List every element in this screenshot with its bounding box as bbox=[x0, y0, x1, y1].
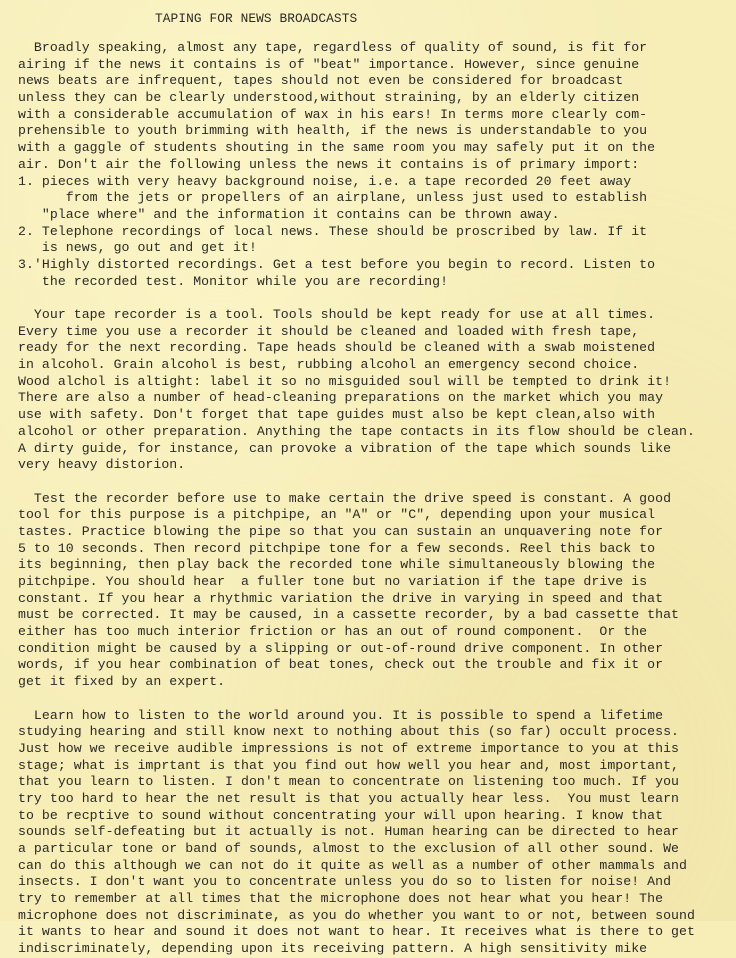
text-line: Your tape recorder is a tool. Tools should be kept ready for use at all times. bbox=[18, 307, 656, 322]
text-line: airing if the news it contains is of "beat" importance. However, since genuine bbox=[18, 56, 640, 72]
text-line: There are also a number of head-cleaning preparations on the market which you may bbox=[18, 390, 664, 406]
text-line: Test the recorder before use to make certain the drive speed is constant. A good bbox=[18, 490, 672, 506]
text-line: Broadly speaking, almost any tape, regardless of quality of sound, is fit for bbox=[18, 40, 648, 55]
list-item-3: 3.'Highly distorted recordings. Get a test before you begin to record. Listen to bbox=[18, 256, 656, 272]
text-line: constant. If you hear a rhythmic variation the drive in varying in speed and that bbox=[18, 590, 664, 606]
document-title: TAPING FOR NEWS BROADCASTS bbox=[155, 11, 358, 26]
text-line: very heavy distorion. bbox=[18, 457, 186, 473]
text-line: try too hard to hear the net result is that you actually hear less. You must learn bbox=[18, 790, 679, 806]
text-line: a particular tone or band of sounds, almost to the exclusion of all other sound. We bbox=[18, 841, 679, 856]
list-item-1: 1. pieces with very heavy background noise, i.e. a tape recorded 20 feet away bbox=[18, 173, 632, 189]
text-line: must be corrected. It may be caused, in a cassette recorder, by a bad cassette that bbox=[18, 607, 679, 623]
text-line: ready for the next recording. Tape heads should be cleaned with a swab moistened bbox=[18, 340, 656, 356]
text-line: alcohol or other preparation. Anything the tape contacts in its flow should be clean. bbox=[18, 423, 695, 439]
text-line: use with safety. Don't forget that tape guides must also be kept clean,also with bbox=[18, 407, 656, 423]
text-line: studying hearing and still know next to nothing about this (so far) occult process. bbox=[18, 724, 679, 740]
text-line: insects. I don't want you to concentrate unless you do so to listen for noise! And bbox=[18, 874, 672, 890]
text-line: get it fixed by an expert. bbox=[18, 674, 226, 690]
text-line: tool for this purpose is a pitchpipe, an "A" or "C", depending upon your musical bbox=[18, 507, 656, 523]
text-line: can do this although we can not do it quite as well as a number of other mammals and bbox=[18, 857, 687, 873]
text-line: unless they can be clearly understood,without straining, by an elderly citizen bbox=[18, 90, 640, 106]
paragraph-tape-recorder bbox=[18, 307, 730, 474]
text-line: A dirty guide, for instance, can provoke a vibration of the tape which sounds like bbox=[18, 440, 672, 456]
text-line: Just how we receive audible impressions is not of extreme importance to you at this bbox=[18, 740, 679, 756]
text-line: try to remember at all times that the microphone does not hear what you hear! The bbox=[18, 891, 664, 907]
text-line: condition might be caused by a slipping or out-of-round drive component. In other bbox=[18, 640, 664, 656]
text-line: microphone does not discriminate, as you do whether you want to or not, between sound bbox=[18, 907, 695, 923]
text-line: sounds self-defeating but it actually is not. Human hearing can be directed to hear bbox=[18, 824, 679, 840]
text-line: either has too much interior friction or has an out of round component. Or the bbox=[18, 624, 648, 640]
paragraph-intro bbox=[18, 40, 730, 290]
paragraph-gap bbox=[18, 474, 730, 491]
paragraph-test-recorder bbox=[18, 491, 730, 691]
text-line: news beats are infrequent, tapes should not even be considered for broadcast bbox=[18, 73, 624, 89]
list-item-1-cont: from the jets or propellers of an airplane, unless just used to establish bbox=[18, 190, 648, 206]
text-line: to be recptive to sound without concentrating your will upon hearing. I know that bbox=[18, 807, 664, 823]
text-line: Wood alchol is altight: label it so no misguided soul will be tempted to drink it! bbox=[18, 373, 672, 389]
text-line: that you learn to listen. I don't mean to concentrate on listening too much. If you bbox=[18, 774, 679, 790]
list-item-2-cont: is news, go out and get it! bbox=[18, 240, 257, 256]
text-line: with a gaggle of students shouting in the same room you may safely put it on the bbox=[18, 140, 656, 156]
text-line: stage; what is imprtant is that you find out how well you hear and, most important, bbox=[18, 757, 679, 773]
text-line: 5 to 10 seconds. Then record pitchpipe tone for a few seconds. Reel this back to bbox=[18, 540, 656, 556]
paragraph-gap bbox=[18, 290, 730, 307]
paragraph-listening bbox=[18, 708, 730, 958]
text-line: Every time you use a recorder it should be cleaned and loaded with fresh tape, bbox=[18, 323, 640, 339]
list-item-3-cont: the recorded test. Monitor while you are recording! bbox=[18, 273, 449, 289]
text-line: indiscriminately, depending upon its receiving pattern. A high sensitivity mike bbox=[18, 941, 648, 957]
text-line: tastes. Practice blowing the pipe so that you can sustain an unquavering note for bbox=[18, 523, 664, 539]
text-line: it wants to hear and sound it does not want to hear. It receives what is there to get bbox=[18, 924, 695, 940]
text-line: words, if you hear combination of beat tones, check out the trouble and fix it or bbox=[18, 657, 664, 673]
list-item-2: 2. Telephone recordings of local news. These should be proscribed by law. If it bbox=[18, 223, 648, 239]
text-line: prehensible to youth brimming with health, if the news is understandable to you bbox=[18, 123, 648, 139]
text-line: pitchpipe. You should hear a fuller tone but no variation if the tape drive is bbox=[18, 574, 648, 589]
text-line: its beginning, then play back the recorded tone while simultaneously blowing the bbox=[18, 557, 656, 573]
text-line: with a considerable accumulation of wax in his ears! In terms more clearly com- bbox=[18, 106, 648, 122]
paragraph-gap bbox=[18, 691, 730, 708]
list-item-1-cont: "place where" and the information it contains can be thrown away. bbox=[18, 206, 560, 222]
text-line: Learn how to listen to the world around you. It is possible to spend a lifetime bbox=[18, 707, 664, 723]
text-line: in alcohol. Grain alcohol is best, rubbing alcohol an emergency second choice. bbox=[18, 357, 640, 373]
text-line: air. Don't air the following unless the news it contains is of primary import: bbox=[18, 156, 640, 172]
